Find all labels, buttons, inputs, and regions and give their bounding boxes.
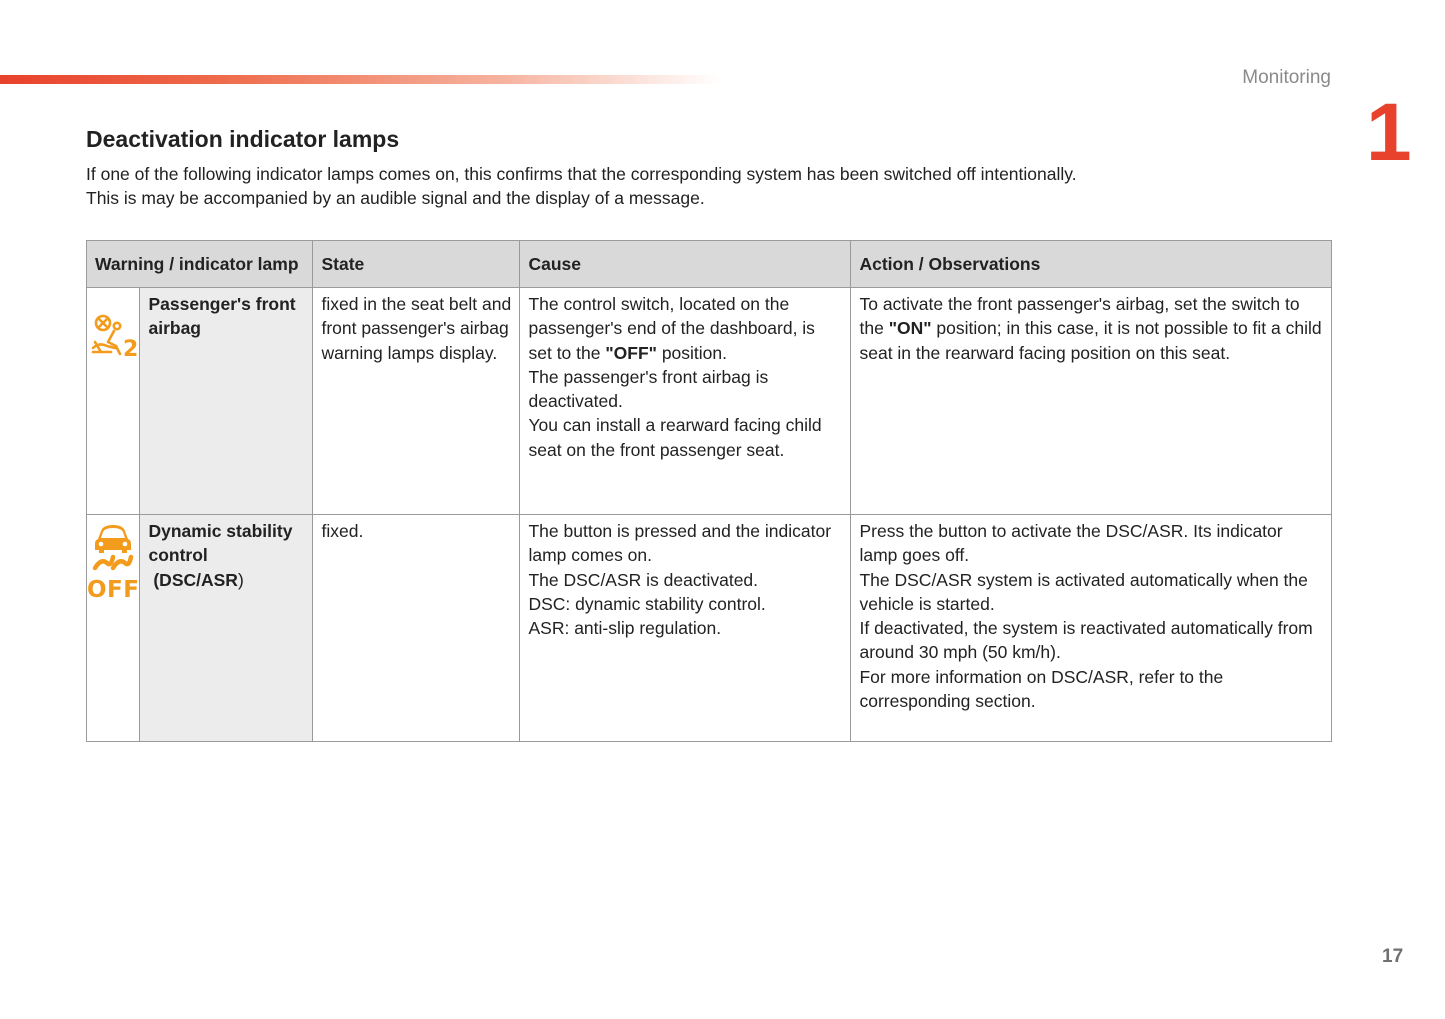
action-text: For more information on DSC/ASR, refer to the corresponding section. [859, 666, 1224, 712]
lamp-name-close: ) [237, 569, 244, 590]
lamp-name-abbr: (DSC/ASR [153, 569, 238, 590]
lamp-name: Passenger's front airbag [140, 288, 313, 515]
header-lamp: Warning / indicator lamp [87, 241, 313, 288]
table-row [87, 288, 1332, 515]
action-text: The DSC/ASR system is activated automatically when the vehicle is started. [859, 569, 1308, 614]
header-action: Action / Observations [851, 241, 1332, 288]
lamp-name-main: Dynamic stability control [148, 521, 293, 566]
lamp-name [140, 515, 313, 742]
cause-text: ASR: anti-slip regulation. [528, 618, 722, 639]
cause-text: The DSC/ASR is deactivated. [528, 569, 759, 590]
cause-text: DSC: dynamic stability control. [528, 593, 766, 614]
indicator-lamps-table [86, 240, 1332, 742]
section-label: Monitoring [1242, 67, 1331, 88]
cause-text: You can install a rearward facing child seat on the front passenger seat. [528, 415, 822, 460]
chapter-number: 1 [1366, 87, 1412, 178]
header-cause: Cause [520, 241, 851, 288]
intro-line: If one of the following indicator lamps comes on, this confirms that the corresponding system has been switched off intentionally. [86, 164, 1077, 184]
cause-text: The button is pressed and the indicator lamp comes on. [528, 521, 832, 566]
page-title: Deactivation indicator lamps [86, 126, 400, 152]
off-label: OFF [87, 577, 140, 603]
action-text: If deactivated, the system is reactivated automatically from around 30 mph (50 km/h). [859, 618, 1313, 663]
header-accent-bar [0, 75, 720, 84]
cause-text: position. [661, 342, 728, 363]
action-emphasis: "ON" [888, 318, 932, 339]
table-row [87, 515, 1332, 742]
cause-emphasis: "OFF" [605, 342, 657, 363]
intro-line: This is may be accompanied by an audible signal and the display of a message. [86, 188, 705, 208]
svg-text:2: 2 [123, 337, 139, 362]
action-text: To activate the front passenger's airbag, set the switch to the [859, 294, 1300, 339]
lamp-state: fixed in the seat belt and front passenger's airbag warning lamps display. [313, 288, 520, 515]
table-header-row [87, 241, 1332, 288]
lamp-state: fixed. [313, 515, 520, 742]
dsc-off-icon [87, 523, 139, 579]
cause-text: The passenger's front airbag is deactivated. [528, 366, 769, 412]
intro-text [86, 162, 1286, 210]
lamp-icon-cell [87, 288, 140, 515]
lamp-action [851, 515, 1332, 742]
header-state: State [313, 241, 520, 288]
cause-text: The control switch, located on the passenger's end of the dashboard, is set to the [528, 294, 815, 363]
action-text: Press the button to activate the DSC/ASR. Its indicator lamp goes off. [859, 521, 1283, 566]
lamp-action [851, 288, 1332, 515]
lamp-cause [520, 515, 851, 742]
page-number: 17 [1382, 946, 1404, 967]
action-text: position; in this case, it is not possible to fit a child seat in the rearward facing position on this seat. [859, 318, 1322, 363]
lamp-icon-cell [87, 515, 140, 742]
passenger-airbag-off-icon [87, 312, 139, 362]
lamp-cause [520, 288, 851, 515]
